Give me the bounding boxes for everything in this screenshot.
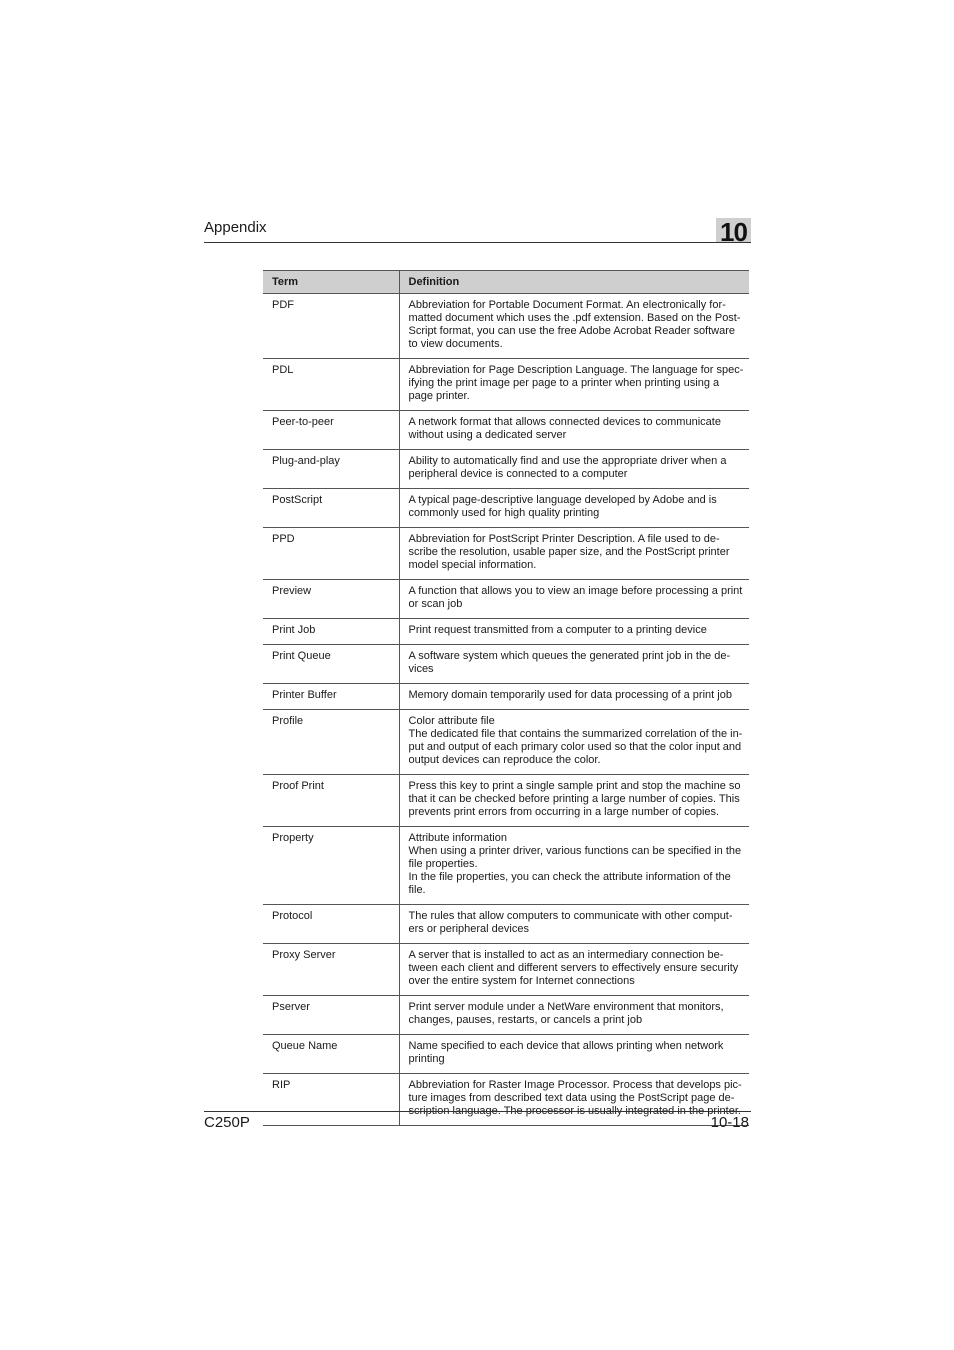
table-row — [263, 710, 749, 775]
term-cell: Queue Name — [263, 1035, 399, 1074]
term-cell: Printer Buffer — [263, 684, 399, 710]
definition-cell: Name specified to each device that allows printing when network printing — [399, 1035, 749, 1074]
table-row — [263, 359, 749, 411]
term-cell: PPD — [263, 528, 399, 580]
chapter-number-badge: 10 — [716, 218, 751, 243]
term-cell: Print Queue — [263, 645, 399, 684]
term-cell: Proof Print — [263, 775, 399, 827]
term-cell: Print Job — [263, 619, 399, 645]
table-row — [263, 580, 749, 619]
definition-cell: Abbreviation for Raster Image Processor. Process that develops pic- ture images from described text data using the PostScript page de- scription language. The processor is usually integrated in the printer. — [399, 1074, 749, 1126]
page-number: 10-18 — [710, 1114, 749, 1131]
definition-cell: Attribute information When using a printer driver, various functions can be specified in the file properties. In the file properties, you can check the attribute information of the file. — [399, 827, 749, 905]
term-cell: Plug-and-play — [263, 450, 399, 489]
column-header-definition: Definition — [399, 271, 749, 294]
definition-cell: A function that allows you to view an image before processing a print or scan job — [399, 580, 749, 619]
term-cell: Peer-to-peer — [263, 411, 399, 450]
definition-cell: A network format that allows connected devices to communicate without using a dedicated server — [399, 411, 749, 450]
term-cell: Protocol — [263, 905, 399, 944]
definition-cell: Color attribute file The dedicated file that contains the summarized correlation of the in- put and output of each primary color used so that the color input and output devices can reproduce the color. — [399, 710, 749, 775]
table-row — [263, 905, 749, 944]
term-cell: PDF — [263, 294, 399, 359]
table-row — [263, 450, 749, 489]
definition-cell: A typical page-descriptive language developed by Adobe and is commonly used for high quality printing — [399, 489, 749, 528]
glossary-body — [263, 294, 749, 1126]
definition-cell: The rules that allow computers to communicate with other comput- ers or peripheral devices — [399, 905, 749, 944]
table-row — [263, 528, 749, 580]
table-row — [263, 775, 749, 827]
term-cell: Pserver — [263, 996, 399, 1035]
term-cell: Preview — [263, 580, 399, 619]
table-row — [263, 1035, 749, 1074]
definition-cell: Press this key to print a single sample print and stop the machine so that it can be checked before printing a large number of copies. This prevents print errors from occurring in a large number of copies. — [399, 775, 749, 827]
definition-cell: A server that is installed to act as an intermediary connection be- tween each client and different servers to effectively ensure security over the entire system for Internet connections — [399, 944, 749, 996]
table-row — [263, 684, 749, 710]
table-row — [263, 827, 749, 905]
term-cell: Proxy Server — [263, 944, 399, 996]
model-name: C250P — [204, 1114, 250, 1131]
definition-cell: Print request transmitted from a computer to a printing device — [399, 619, 749, 645]
table-row — [263, 619, 749, 645]
table-row — [263, 294, 749, 359]
definition-cell: Memory domain temporarily used for data processing of a print job — [399, 684, 749, 710]
definition-cell: Abbreviation for PostScript Printer Description. A file used to de- scribe the resolution, usable paper size, and the PostScript printer model special information. — [399, 528, 749, 580]
table-row — [263, 944, 749, 996]
table-row — [263, 489, 749, 528]
table-row — [263, 996, 749, 1035]
term-cell: PDL — [263, 359, 399, 411]
term-cell: Property — [263, 827, 399, 905]
term-cell: RIP — [263, 1074, 399, 1126]
definition-cell: Ability to automatically find and use the appropriate driver when a peripheral device is connected to a computer — [399, 450, 749, 489]
glossary-table — [263, 270, 749, 1126]
footer-divider — [204, 1111, 751, 1112]
table-row — [263, 645, 749, 684]
definition-cell: Abbreviation for Page Description Language. The language for spec- ifying the print image per page to a printer when printing using a page printer. — [399, 359, 749, 411]
term-cell: Profile — [263, 710, 399, 775]
definition-cell: Abbreviation for Portable Document Format. An electronically for- matted document which uses the .pdf extension. Based on the Post- Script format, you can use the free Adobe Acrobat Reader software to view documents. — [399, 294, 749, 359]
term-cell: PostScript — [263, 489, 399, 528]
table-row — [263, 411, 749, 450]
table-header-row — [263, 271, 749, 294]
header-divider — [204, 242, 751, 243]
section-title: Appendix — [204, 219, 267, 236]
table-row — [263, 1074, 749, 1126]
definition-cell: Print server module under a NetWare environment that monitors, changes, pauses, restarts, or cancels a print job — [399, 996, 749, 1035]
definition-cell: A software system which queues the generated print job in the de- vices — [399, 645, 749, 684]
column-header-term: Term — [263, 271, 399, 294]
